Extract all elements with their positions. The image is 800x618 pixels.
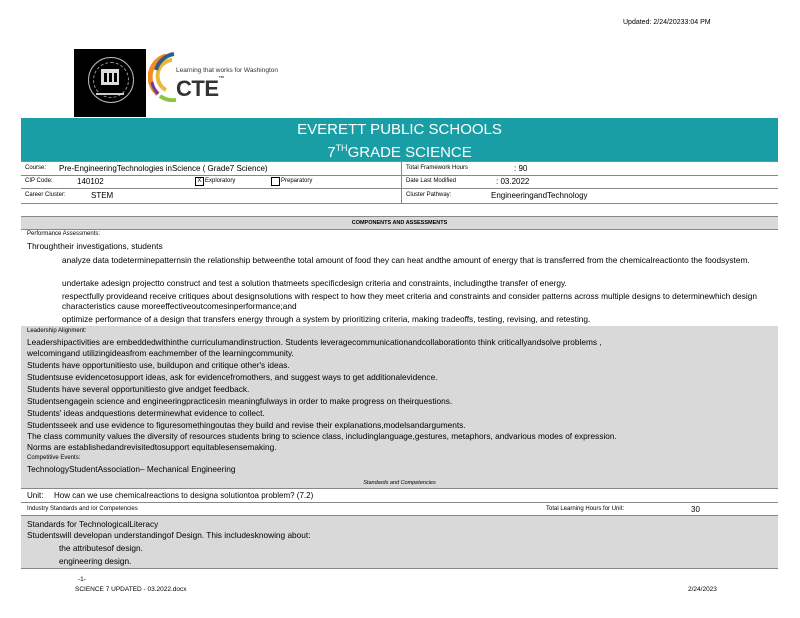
date-modified-label: Date Last Modified (406, 178, 457, 184)
leadership-line: Students' ideas andquestions determinewhat evidence to collect. (27, 408, 265, 418)
performance-label: Performance Assessments: (27, 231, 101, 237)
cluster-pathway-label: Cluster Pathway: (406, 192, 452, 198)
updated-timestamp: Updated: 2/24/20233:04 PM (623, 19, 711, 26)
preparatory-label: Preparatory (281, 178, 313, 184)
course-row (21, 161, 778, 176)
standards-title: Standards for TechnologicalLiteracy (27, 519, 159, 529)
leadership-line: Studentsuse evidencetosupport ideas, ask for evidencefromothers, and suggest ways to get additionalevidence. (27, 372, 438, 382)
cte-wordmark: CTE™ (176, 76, 224, 101)
footer-filename: SCIENCE 7 UPDATED - 03.2022.docx (75, 586, 187, 593)
performance-bullet: undertake adesign projectto construct and test a solution thatmeets specificdesign criteria and constraints, includingthe transfer of energy. (62, 278, 567, 288)
performance-intro: Throughtheir investigations, students (27, 241, 163, 251)
performance-bullet: respectfully provideand receive critiques about designsolutions with respect to how they meet criteria and constraints and consider patterns across multiple designs to determinewhich design characteristics cause moreeffectiveoutcomesinperformance;and (62, 291, 758, 311)
page-number: -1- (78, 576, 86, 583)
unit-hours-value: 30 (691, 505, 700, 514)
cip-value: 140102 (77, 177, 104, 186)
leadership-label: Leadership Alignment: (27, 328, 87, 334)
course-label: Course: (25, 165, 47, 171)
career-cluster-label: Career Cluster: (25, 192, 66, 198)
total-hours-label: Total Framework Hours (406, 165, 469, 171)
date-modified-value: : 03.2022 (496, 177, 530, 186)
exploratory-label: Exploratory (205, 178, 236, 184)
leadership-line: Studentsseek and use evidence to figuresomethingoutas they build and revise their explanations,modelsandarguments. (27, 420, 466, 430)
career-cluster-value: STEM (91, 191, 114, 200)
standards-header: Standards and Competencies (21, 478, 778, 489)
cte-swirl-logo (148, 50, 308, 102)
cte-tagline: Learning that works for Washington (176, 67, 279, 74)
cip-label: CIP Code: (25, 178, 53, 184)
career-row (21, 189, 778, 204)
course-value: Pre-EngineeringTechnologies inScience ( Grade7 Science) (59, 164, 268, 173)
banner-subtitle: 7THGRADE SCIENCE (327, 143, 472, 161)
total-hours-value: : 90 (514, 164, 528, 173)
cluster-pathway-value: EngineeringandTechnology (491, 191, 588, 200)
unit-hours-label: Total Learning Hours for Unit: (546, 506, 625, 512)
exploratory-checkbox[interactable]: X (195, 177, 204, 186)
banner-title: EVERETT PUBLIC SCHOOLS (297, 121, 502, 138)
unit-row (21, 489, 778, 503)
competitive-label: Competitive Events: (27, 455, 81, 461)
performance-bullet: analyze data todeterminepatternsin the relationship betweenthe total amount of food they can heat andthe amount of energy that is transferred from the chemicalreactionto the foodsystem. (62, 255, 750, 265)
industry-row (21, 503, 778, 516)
components-header: COMPONENTS AND ASSESSMENTS (21, 216, 778, 230)
leadership-line: Studentsengagein science and engineeringpracticesin meaningfulways in order to make progress on theirquestions. (27, 396, 453, 406)
leadership-line: The class community values the diversity of resources students bring to science class, includinglanguage,gestures, metaphors, andvarious modes of expression. (27, 431, 617, 441)
footer-date: 2/24/2023 (688, 586, 717, 593)
leadership-line: welcomingand utilizingideasfrom eachmember of the learningcommunity. (27, 348, 294, 358)
cip-row (21, 175, 778, 189)
competitive-value: TechnologyStudentAssociation– Mechanical Engineering (27, 464, 236, 474)
preparatory-checkbox[interactable] (271, 177, 280, 186)
leadership-line: Norms are establishedandrevisitedtosupport equitablesensemaking. (27, 442, 277, 452)
title-banner (21, 118, 778, 161)
standards-item: engineering design. (59, 556, 132, 566)
industry-label: Industry Standards and /or Competencies (27, 506, 138, 512)
unit-label: Unit: (27, 491, 44, 500)
leadership-line: Students have several opportunitiesto give andget feedback. (27, 384, 250, 394)
leadership-line: Students have opportunitiesto use, buildupon and critique other's ideas. (27, 360, 290, 370)
standards-intro: Studentswill developan understandingof Design. This includesknowing about: (27, 530, 311, 540)
unit-value: How can we use chemicalreactions to designa solutiontoa problem? (7.2) (54, 491, 314, 500)
standards-item: the attributesof design. (59, 543, 143, 553)
school-seal-logo (74, 49, 146, 117)
leadership-line: Leadershipactivities are embeddedwithinthe curriculumandinstruction. Students leveragecommunicationandcollaborationto think criticallyandsolve problems , (27, 337, 602, 347)
performance-bullet: optimize performance of a design that transfers energy through a system by prioritizing criteria, making tradeoffs, testing, revising, and retesting. (62, 314, 591, 324)
